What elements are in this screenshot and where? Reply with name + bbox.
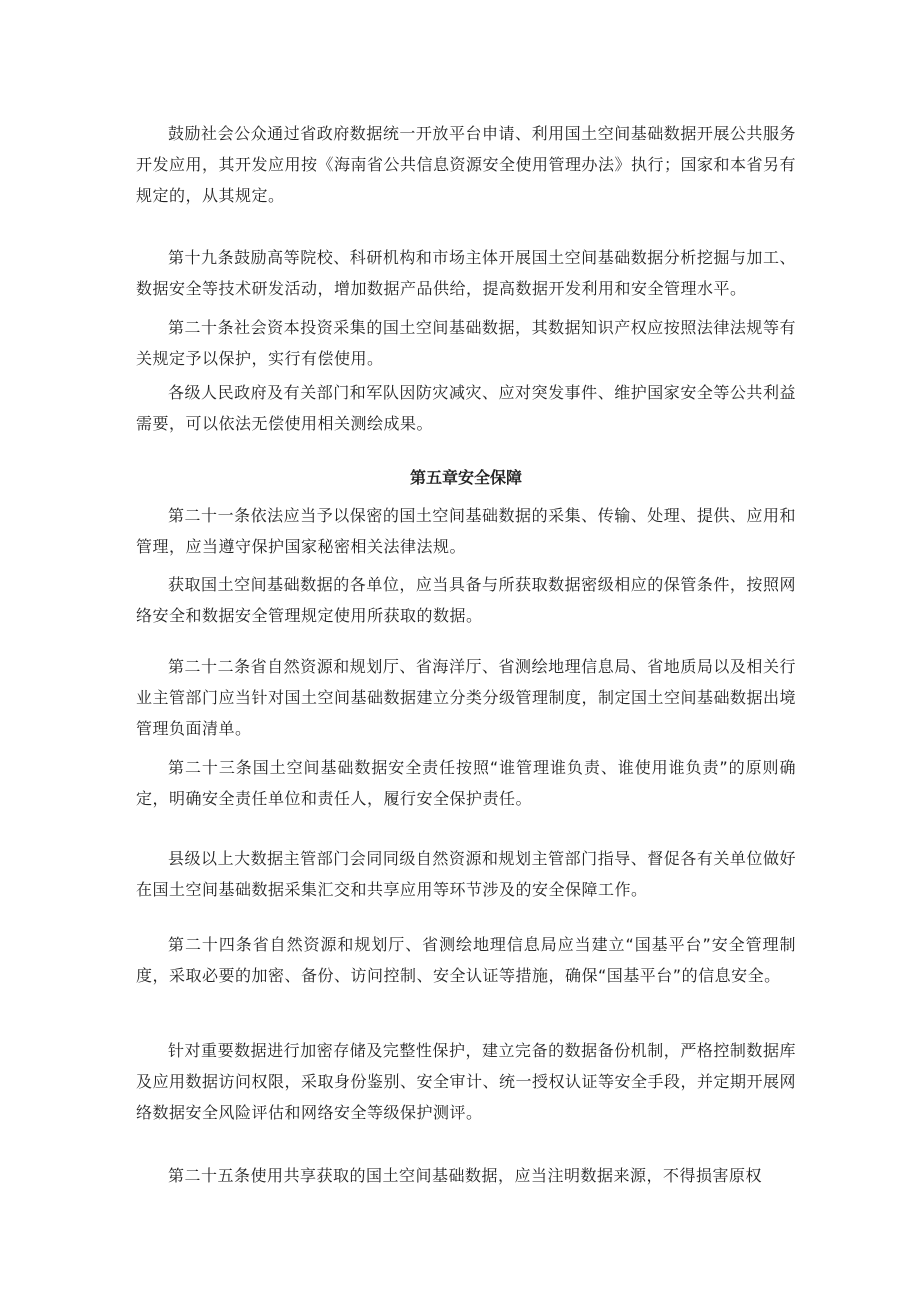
- paragraph-article-25: 第二十五条使用共享获取的国土空间基础数据，应当注明数据来源，不得损害原权: [168, 1166, 763, 1185]
- paragraph-article-20: 第二十条社会资本投资采集的国土空间基础数据，其数据知识产权应按照法律法规等有关规定予以保护，实行有偿使用。: [136, 318, 796, 368]
- paragraph-public-use: 鼓励社会公众通过省政府数据统一开放平台申请、利用国土空间基础数据开展公共服务开发应用，其开发应用按《海南省公共信息资源安全使用管理办法》执行；国家和本省另有规定的，从其规定。: [136, 124, 797, 205]
- paragraph-article-19: 第十九条鼓励高等院校、科研机构和市场主体开展国土空间基础数据分析挖掘与加工、数据安全等技术研发活动，增加数据产品供给，提高数据开发利用和安全管理水平。: [136, 248, 796, 298]
- paragraph-article-23: 第二十三条国土空间基础数据安全责任按照“谁管理谁负责、谁使用谁负责”的原则确定，明确安全责任单位和责任人，履行安全保护责任。: [136, 758, 796, 808]
- paragraph-article-21: 第二十一条依法应当予以保密的国土空间基础数据的采集、传输、处理、提供、应用和管理，应当遵守保护国家秘密相关法律法规。: [136, 506, 796, 556]
- paragraph-article-22: 第二十二条省自然资源和规划厅、省海洋厅、省测绘地理信息局、省地质局以及相关行业主管部门应当针对国土空间基础数据建立分类分级管理制度，制定国土空间基础数据出境管理负面清单。: [136, 657, 797, 738]
- paragraph-storage-conditions: 获取国土空间基础数据的各单位，应当具备与所获取数据密级相应的保管条件，按照网络安全和数据安全管理规定使用所获取的数据。: [136, 575, 796, 625]
- paragraph-encryption: 针对重要数据进行加密存储及完整性保护，建立完备的数据备份机制，严格控制数据库及应用数据访问权限，采取身份鉴别、安全审计、统一授权认证等安全手段，并定期开展网络数据安全风险评估和网络安全等级保护测评。: [136, 1041, 797, 1122]
- paragraph-article-24: 第二十四条省自然资源和规划厅、省测绘地理信息局应当建立“国基平台”安全管理制度，采取必要的加密、备份、访问控制、安全认证等措施，确保“国基平台”的信息安全。: [136, 935, 796, 985]
- paragraph-free-use: 各级人民政府及有关部门和军队因防灾减灾、应对突发事件、维护国家安全等公共利益需要，可以依法无偿使用相关测绘成果。: [136, 383, 796, 433]
- paragraph-county-supervision: 县级以上大数据主管部门会同同级自然资源和规划主管部门指导、督促各有关单位做好在国土空间基础数据采集汇交和共享应用等环节涉及的安全保障工作。: [136, 849, 796, 899]
- chapter-heading: 第五章安全保障: [409, 468, 522, 487]
